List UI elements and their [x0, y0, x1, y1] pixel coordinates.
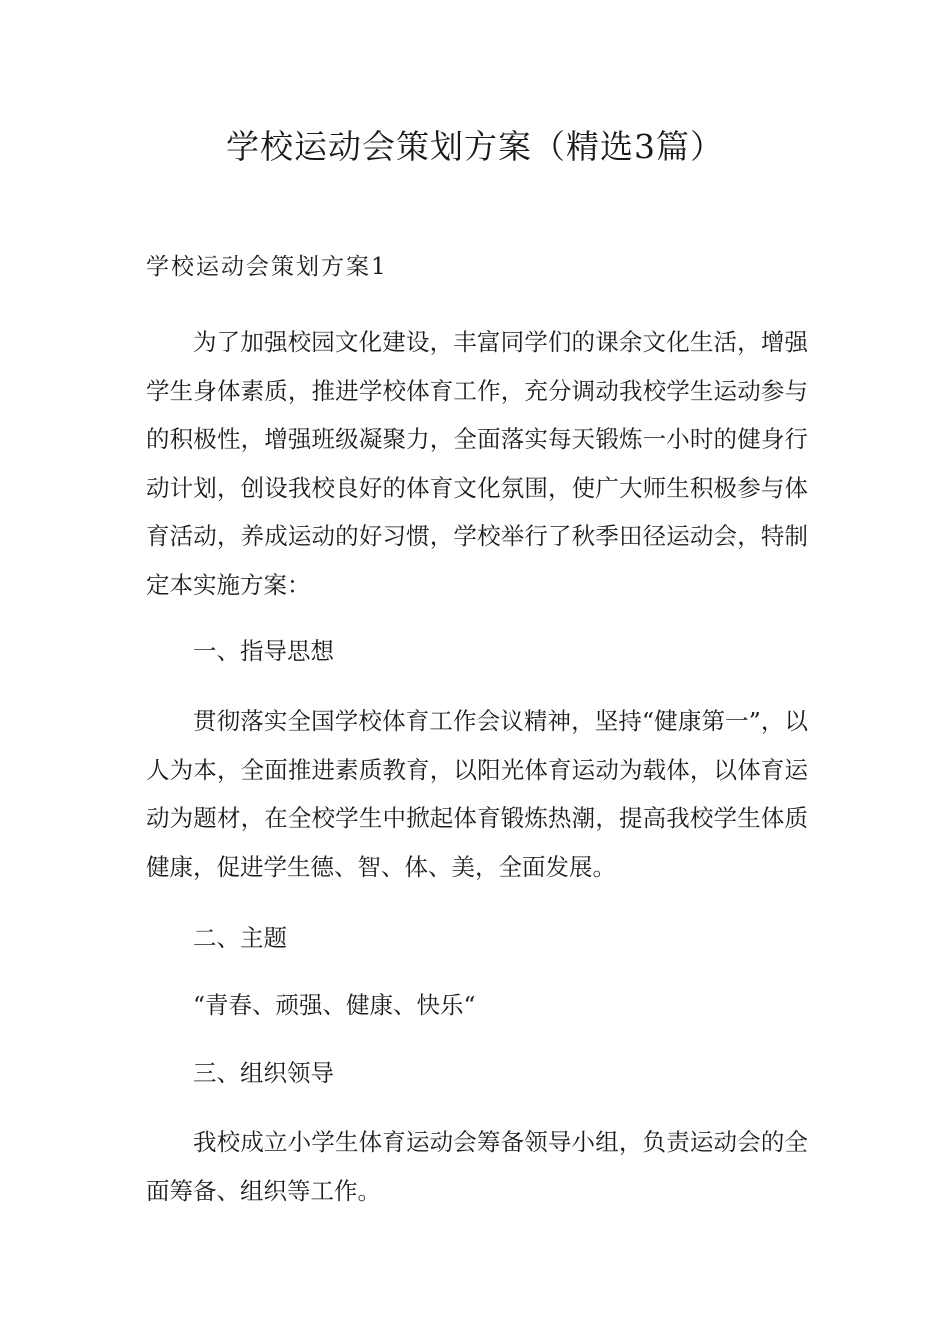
heading-organization: 三、组织领导	[193, 1059, 334, 1087]
document-title: 学校运动会策划方案（精选3篇）	[226, 127, 724, 166]
intro-paragraph: 为了加强校园文化建设，丰富同学们的课余文化生活，增强学生身体素质，推进学校体育工作，充分调动我校学生运动参与的积极性，增强班级凝聚力，全面落实每天锻炼一小时的健身行动计划，创设我校良好的体育文化氛围，使广大师生积极参与体育活动，养成运动的好习惯，学校举行了秋季田径运动会，特制定本实施方案：	[146, 328, 808, 599]
heading-guiding-thought: 一、指导思想	[193, 637, 334, 665]
heading-theme: 二、主题	[193, 924, 287, 952]
theme-text: “青春、顽强、健康、快乐“	[193, 991, 476, 1019]
guiding-thought-paragraph: 贯彻落实全国学校体育工作会议精神，坚持“健康第一”，以人为本，全面推进素质教育，以阳光体育运动为载体，以体育运动为题材，在全校学生中掀起体育锻炼热潮，提高我校学生体质健康，促进学生德、智、体、美，全面发展。	[146, 707, 808, 881]
section-title: 学校运动会策划方案1	[146, 254, 388, 280]
organization-paragraph: 我校成立小学生体育运动会筹备领导小组，负责运动会的全面筹备、组织等工作。	[146, 1128, 808, 1205]
